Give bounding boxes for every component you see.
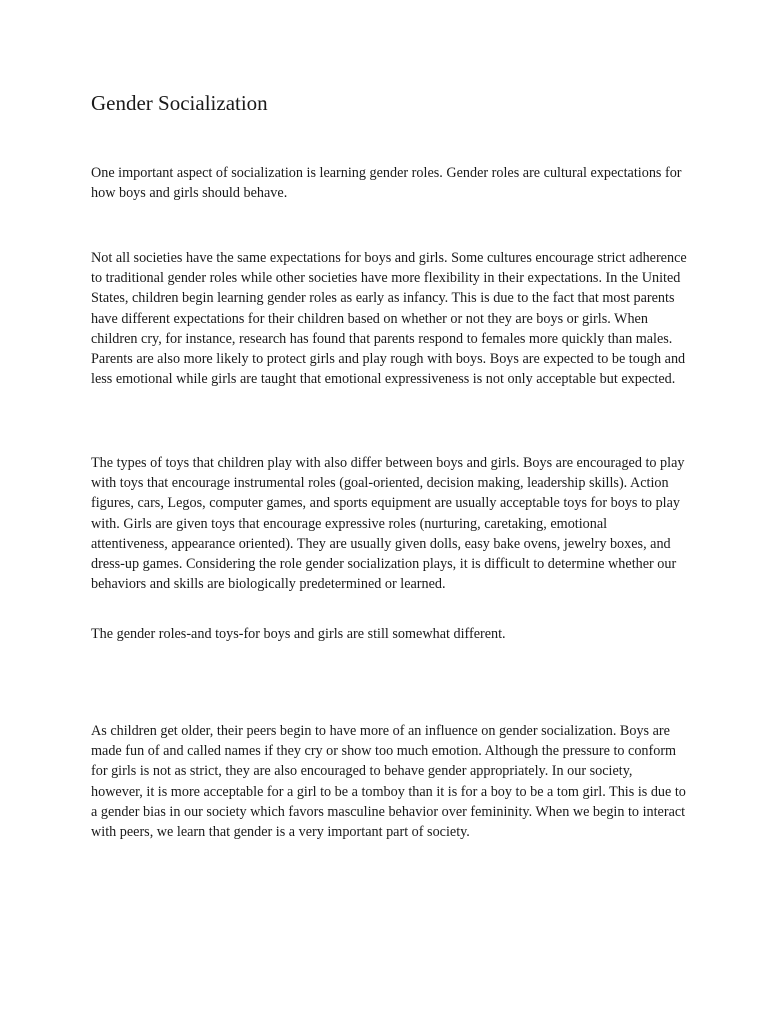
- paragraph-toys: The types of toys that children play with also differ between boys and girls. Boys are encouraged to play with toys that encourage instrumental roles (goal-oriented, decision making, leadership skills). Action figures, cars, Legos, computer games, and sports equipment are usually acceptable toys for boys to play with. Girls are given toys that encourage expressive roles (nurturing, caretaking, emotional attentiveness, appearance oriented). They are usually given dolls, easy bake ovens, jewelry boxes, and dress-up games. Considering the role gender socialization plays, it is difficult to determine whether our behaviors and skills are biologically predetermined or learned.: [91, 455, 685, 593]
- paragraph-expectations: Not all societies have the same expectations for boys and girls. Some cultures encourage strict adherence to traditional gender roles while other societies have more flexibility in their expectations. In the United States, children begin learning gender roles as early as infancy. This is due to the fact that most parents have different expectations for their children based on whether or not they are boys or girls. When children cry, for instance, research has found that parents respond to females more quickly than males. Parents are also more likely to protect girls and play rough with boys. Boys are expected to be tough and less emotional while girls are taught that emotional expressiveness is not only acceptable but expected.: [91, 250, 687, 388]
- paragraph-peers: As children get older, their peers begin to have more of an influence on gender socialization. Boys are made fun of and called names if they cry or show too much emotion. Although the pressure to conform for girls is not as strict, they are also encouraged to behave gender appropriately. In our society, however, it is more acceptable for a girl to be a tomboy than it is for a boy to be a tom girl. This is due to a gender bias in our society which favors masculine behavior over femininity. When we begin to interact with peers, we learn that gender is a very important part of society.: [91, 723, 686, 841]
- paragraph-intro: One important aspect of socialization is learning gender roles. Gender roles are cultural expectations for how boys and girls should behave.: [91, 165, 682, 202]
- document-title: Gender Socialization: [91, 91, 268, 115]
- paragraph-toys-summary: The gender roles-and toys-for boys and girls are still somewhat different.: [91, 626, 506, 642]
